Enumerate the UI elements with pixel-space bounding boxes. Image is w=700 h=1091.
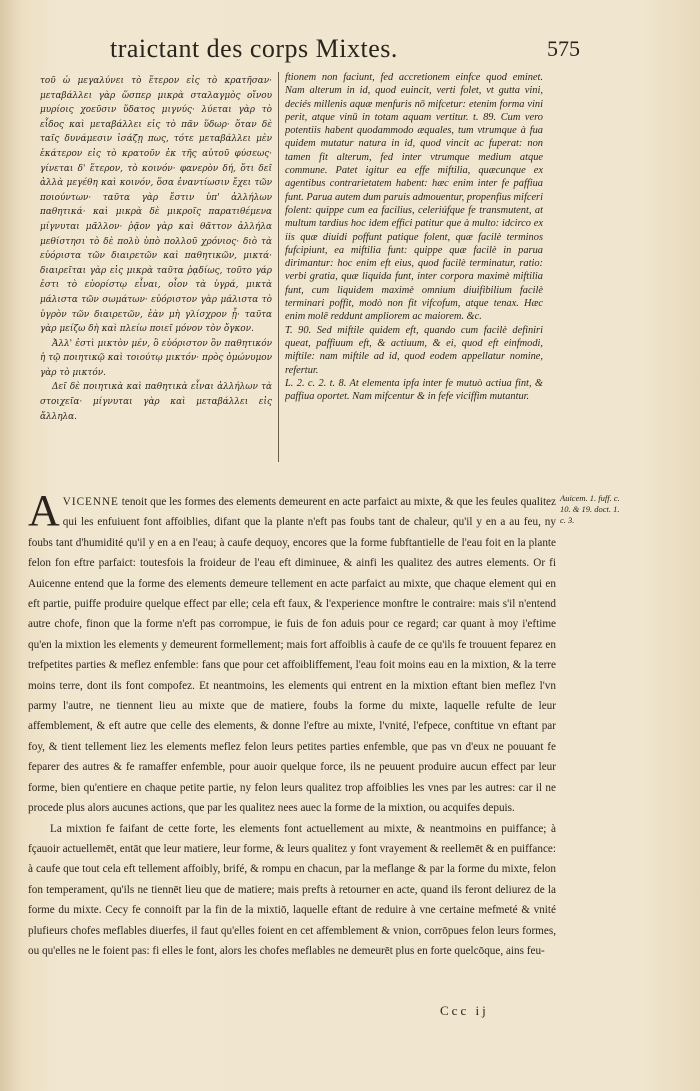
author-name: VICENNE [62,496,119,508]
greek-paragraph: Ἀλλ' ἐστὶ μικτὸν μέν, ὃ εὐόριστον ὂν παθητικόν ἡ τῷ ποιητικῷ καὶ τοιούτῳ μικτόν· πρὸς ὁμώνυμον γὰρ τὸ μικτόν. [40,338,272,378]
latin-text-column [285,71,543,466]
french-paragraph: La mixtion fe faifant de cette forte, les elements font actuellement au mixte, & neantmoins en puiffance; à fçauoir actuellemēt, entāt que leur matiere, leur forme, & leurs qualitez y font vrayement & reellemēt & en puiffance: à caufe que tout cela eft tellement affoibly, brifé, & rompu en chacun, par la meflange & par la forme du mixte, felon fon temperament, qu'ils ne tiennēt lieu que de matiere; mais prefts à retourner en acte, quand ils feront deliurez de la forme du mixte. Cecy fe connoift par la fin de la mixtiō, laquelle eftant de reduire à vne certaine mefmeté & vnité plufieurs chofes meflables diuerfes, il faut qu'elles foient en cet affemblement & vnion, corrōpues felon leurs formes, ou qu'elles ne le foient pas: fi elles le font, alors les chofes meflables ne demeurēt plus en forte quelcōque, ains feu- [28,822,556,957]
latin-paragraph: ftionem non faciunt, fed accretionem einfce quod eminet. Nam alterum in id, quod euincit, verti folet, vt gutta vini, deciés millenis aquæ menfuris nō mifcetur: etenim forma vini perit, atque vinū in totam aquam vertitur. t. 89. Cum vero potentiis habent quodammodo æquales, tum vtrumque à fua quidem mutatur natura in id, quod vincit ac fuperat: non tamen fit alterum, fed inter vtrumque medium atque commune. Patet igitur ea effe miftilia, quæcunque ex agentibus contrarietatem habent: hæc enim inter fe paffiua funt. Parua autem dum paruis admouentur, propenfius mifceri folent: quippe cum ea facilius, celeriúfque fe transmutent, at multum tardius hoc idem effici patitur que à multo: idcirco ex iis quæ diuidi poffunt patique folent, quæ facilè terminos fufcipiunt, ea miftilia funt: quippe quæ facilè in parua dirimantur: hoc enim eft eius, quod facilè terminatur, ratio: verbi gratia, quæ liquida funt, inter corpora maximè miftilia funt, cum liquidem maximè omnium diuifibilium facilè terminari poffit, modò non fit vifcofum, atque tenax. Hæc enim molē reddunt ampliorem ac maiorem. &c. [285,72,543,323]
page-number: 575 [547,36,580,61]
greek-paragraph: Δεῖ δὲ ποιητικὰ καὶ παθητικὰ εἶναι ἀλλήλων τὰ στοιχεῖα· μίγνυται γὰρ καὶ μεταβάλλει εἰς ἄλληλα. [40,382,272,422]
latin-paragraph: L. 2. c. 2. t. 8. At elementa ipfa inter fe mutuò actiua fint, & paffiua oportet. Nam mifcentur & in fefe viciffim mutantur. [285,377,543,403]
margin-note: Auicem. 1. fuff. c. 10. & 19. doct. 1. c. 3. [560,493,620,525]
paragraph-text: tenoit que les formes des elements demeurent en acte parfaict au mixte, & que les feules qualitez qui les enfuiuent font affoiblies, difant que la plante n'eft pas foubs tant de chaleur, qu'il y en a au feu, ny foubs tant d'humidité qu'il y en a en l'eau; à caufe dequoy, encores que la forme fubftantielle de l'eau foit en la plante felon fon eftre parfaict: toutesfois la froideur de l'eau eft diminuee, & ainfi les qualitez des autres elements. Or fi Auicenne entend que la forme des elements demeure tellement en acte parfaict au mixte, que chaque element qui en eft partie, puiffe produire quelque effect par elle; cela eft faux, & l'experience monftre le contraire: mais s'il n'entend autre chofe, finon que la forme n'eft pas corrompue, ie fuis de fon aduis pour ce regard; car quant à moy i'eftime qu'en la mixtion les elements y demeurent formellement; mais fort affoiblis à caufe de ce qu'ils fe trouuent feparez en trefpetites parties & meflez enfemble: fans que pour cet affoibliffement, l'eau foit moins eau en la mixtion, & la terre moins terre, dont ils font compofez. Et neantmoins, les elements qui entrent en la mixtion eftant bien meflez l'vn parmy l'autre, ne tiennent lieu au mixte que de matiere, foubs la forme du mixte, laquelle refulte de leur affemblement, & eft autre que celle des elements, & donne l'eftre au mixte, l'vnité, l'efpece, conftitue vn eftant par foy, & tient tellement liez les elements meflez felon leurs petites parties enfemble, que pas vn d'eux ne pouuant fe feparer des autres & fe ramaffer enfemble, pour auoir quelque force, ils ne peuuent produire aucun effect par leur forme, bien qu'entiere en chaque petite partie, ny felon leurs qualitez trop affoiblies les vnes par les autres: car il ne procede plus alors aucunes actions, que par les qualitez nees auec la forme de la mixtion, ou acquifes depuis. [28,496,556,815]
latin-paragraph: T. 90. Sed miftile quidem eft, quando cum facilè definiri queat, paffiuum eft, & actiuum, & ei, quod eft einfmodi, miftile: nam miftile ad id, quod eodem appellatur nomine, refertur. [285,324,543,376]
drop-capital: A [28,492,60,535]
french-main-text [28,492,556,1017]
signature-mark: Ccc ij [440,1003,489,1018]
greek-text-column [40,74,272,464]
running-title: traictant des corps Mixtes. [110,34,398,63]
column-divider [278,72,279,462]
greek-paragraph: τοῦ ὡ μεγαλύνει τὸ ἕτερον εἰς τὸ κρατῆσαν· μεταβάλλει γὰρ ὥσπερ μικρὰ σταλαγμὸς οἴνου μυρίοις χοεῦσιν ὕδατος μιγνύς· λύεται γὰρ τὸ εἶδος καὶ μεταβάλλει εἰς τὸ πᾶν ὕδωρ· ὅταν δὲ ταῖς δυνάμεσιν ἰσάζῃ πως, τότε μεταβάλλει μὲν ἑκάτερον εἰς τὸ κρατοῦν ἐκ τῆς αὐτοῦ φύσεως· γίνεται δ' ἕτερον, τὸ κοινόν· φανερὸν δή, ὅτι δεῖ ἀλλὰ μεγέθη καὶ κοινόν, ὅσα ἐναντίωσιν ἔχει τῶν ποιούντων· ταῦτα γὰρ ἔστιν ὑπ' ἀλλήλων παθητικά· καὶ μικρὰ δὲ μικροῖς παρατιθέμενα μίγνυται μᾶλλον· ῥᾷον γὰρ καὶ θᾶττον ἀλλήλα μεθίστησι τὸ δὲ πολὺ ὑπὸ πολλοῦ χρόνιος· διὸ τὰ εὐόριστα τῶν διαιρετῶν καὶ παθητικῶν, μικτά· διαιρεῖται γὰρ εἰς μικρὰ ταῦτα ῥᾳδίως, τοῦτο γάρ ἐστι τὸ εὐορίστῳ εἶναι, οἷον τὰ ὑγρά, μικτὰ μάλιστα τῶν σωμάτων· εὐόριστον γὰρ μάλιστα τὸ ὑγρὸν τῶν διαιρετῶν, ἐὰν μὴ γλίσχρον ᾖ· ταῦτα γὰρ μείζω δὴ καὶ πλείω ποιεῖ μόνον τὸν ὄγκον. [40,76,272,335]
page-header [110,34,580,70]
french-paragraph [28,492,556,819]
